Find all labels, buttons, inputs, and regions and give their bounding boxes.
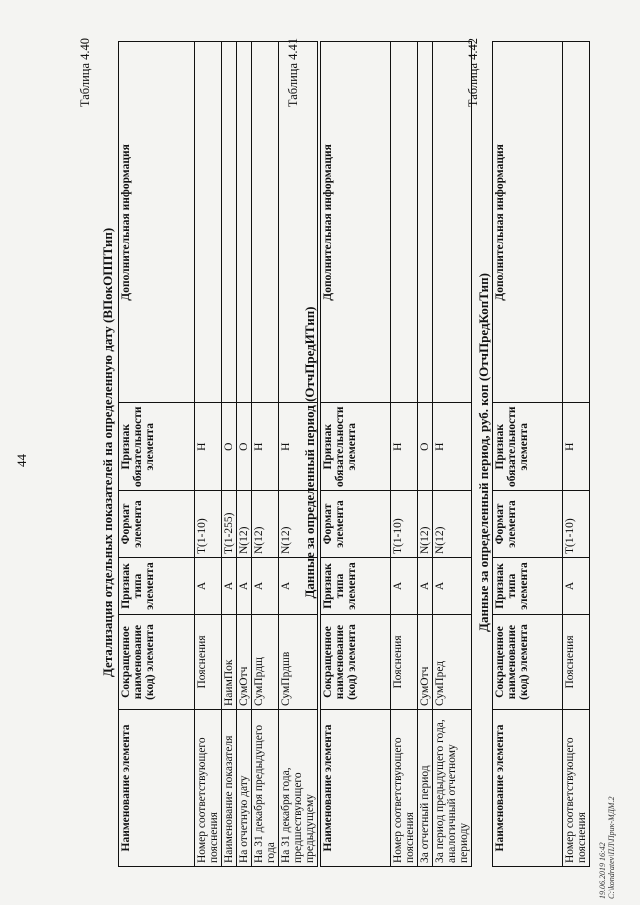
table-number-4-40: Таблица 4.40 [78,38,92,108]
cell-format: N(12) [252,491,279,558]
header-format: Формат элемента [493,491,563,558]
cell-type: А [391,558,418,615]
footer-note [598,797,616,899]
cell-required: Н [279,403,318,491]
cell-format: Т(1-255) [222,491,237,558]
cell-name: На 31 декабря года, предшествующего предыдущему [279,710,318,867]
cell-format: N(12) [418,491,433,558]
header-abbr: Сокращенное наименование (код) элемента [493,615,563,710]
table-4-42 [492,41,590,867]
cell-abbr: СумПрдщ [252,615,279,710]
header-required: Признак обязательности элемента [119,403,195,491]
cell-abbr: СумОтч [237,615,252,710]
header-format: Формат элемента [321,491,391,558]
header-abbr: Сокращенное наименование (код) элемента [119,615,195,710]
cell-required: Н [195,403,222,491]
cell-name: Номер соответствующего пояснения [195,710,222,867]
table-row [418,42,433,867]
cell-abbr: НаимПок [222,615,237,710]
cell-type: А [195,558,222,615]
header-name: Наименование элемента [321,710,391,867]
table-title-4-41: Данные за определенный период (ОтчПредИТип) [302,306,317,599]
table-title-4-40: Детализация отдельных показателей на определенную дату (ВПокОППТип) [100,227,115,678]
cell-required: Н [563,403,590,491]
table-row [433,42,472,867]
cell-type: А [252,558,279,615]
header-info: Дополнительная информация [493,42,563,403]
cell-name: Номер соответствующего пояснения [391,710,418,867]
header-required: Признак обязательности элемента [493,403,563,491]
table-number-4-41: Таблица 4.41 [286,38,300,108]
cell-abbr: СумПрдшв [279,615,318,710]
header-type: Признак типа элемента [321,558,391,615]
cell-required: О [237,403,252,491]
header-type: Признак типа элемента [493,558,563,615]
cell-info [195,42,222,403]
table-row [222,42,237,867]
cell-type: А [237,558,252,615]
cell-abbr: Пояснения [391,615,418,710]
header-abbr: Сокращенное наименование (код) элемента [321,615,391,710]
cell-format: N(12) [279,491,318,558]
cell-format: Т(1-10) [195,491,222,558]
cell-info [237,42,252,403]
table-title-4-42: Данные за определенный период, руб. коп (ОтчПредКопТип) [476,273,491,632]
header-type: Признак типа элемента [119,558,195,615]
cell-type: А [418,558,433,615]
cell-name: На отчетную дату [237,710,252,867]
header-format: Формат элемента [119,491,195,558]
cell-required: Н [391,403,418,491]
cell-name: За период предыдущего года, аналогичный отчетному периоду [433,710,472,867]
footer-note-line2: C:\kondratev\ПЛ\Прик-МДМ.2 [607,796,616,899]
cell-required: О [418,403,433,491]
cell-name: За отчетный период [418,710,433,867]
table-4-40 [118,41,318,867]
cell-type: А [433,558,472,615]
cell-required: Н [433,403,472,491]
table-row [237,42,252,867]
table-row [195,42,222,867]
table-4-41 [320,41,472,867]
cell-format: N(12) [433,491,472,558]
page-number: 44 [14,454,29,467]
cell-type: А [279,558,318,615]
cell-info [563,42,590,403]
cell-abbr: Пояснения [563,615,590,710]
table-number-4-42: Таблица 4.42 [466,38,480,108]
cell-required: О [222,403,237,491]
header-name: Наименование элемента [119,710,195,867]
cell-format: N(12) [237,491,252,558]
header-info: Дополнительная информация [321,42,391,403]
cell-format: Т(1-10) [391,491,418,558]
table-row [563,42,590,867]
cell-abbr: СумОтч [418,615,433,710]
footer-note-line1: 19.06.2019 16:42 [598,842,607,899]
cell-name: На 31 декабря предыдущего года [252,710,279,867]
header-required: Признак обязательности элемента [321,403,391,491]
table-row [252,42,279,867]
header-name: Наименование элемента [493,710,563,867]
table-row [391,42,418,867]
cell-info [391,42,418,403]
cell-name: Номер соответствующего пояснения [563,710,590,867]
cell-format: Т(1-10) [563,491,590,558]
cell-abbr: СумПред [433,615,472,710]
cell-type: А [563,558,590,615]
cell-info [222,42,237,403]
cell-type: А [222,558,237,615]
cell-required: Н [252,403,279,491]
header-info: Дополнительная информация [119,42,195,403]
cell-info [252,42,279,403]
cell-abbr: Пояснения [195,615,222,710]
cell-info [418,42,433,403]
cell-name: Наименование показателя [222,710,237,867]
